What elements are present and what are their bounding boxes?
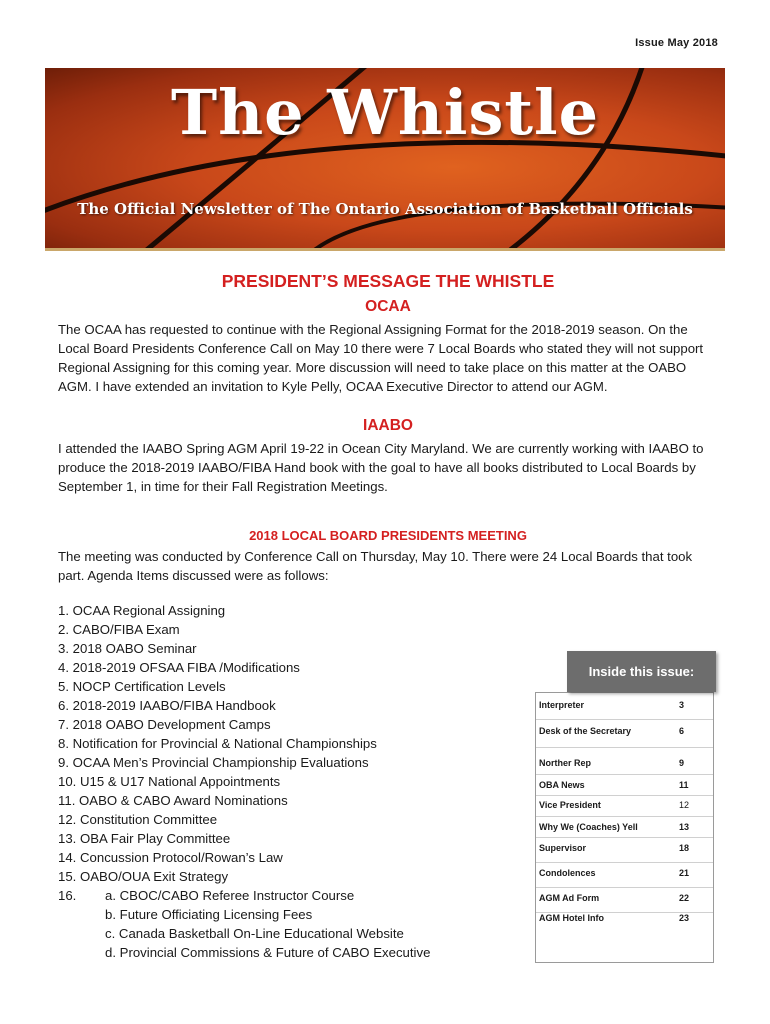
toc-title: Supervisor bbox=[539, 843, 587, 853]
toc-title: Desk of the Secretary bbox=[539, 726, 632, 736]
agenda-subitem: b. Future Officiating Licensing Fees bbox=[105, 907, 313, 922]
agenda-item: 7. 2018 OABO Development Camps bbox=[58, 717, 271, 732]
newsletter-title: The Whistle bbox=[170, 76, 600, 149]
agenda-item: 15. OABO/OUA Exit Strategy bbox=[58, 869, 229, 884]
sidebar-heading: Inside this issue: bbox=[567, 651, 716, 692]
toc-row bbox=[536, 863, 713, 888]
agenda-item: 3. 2018 OABO Seminar bbox=[58, 641, 197, 656]
toc-row bbox=[536, 720, 713, 748]
table-of-contents bbox=[535, 692, 714, 963]
toc-title: Norther Rep bbox=[539, 758, 592, 768]
agenda-item: 9. OCAA Men’s Provincial Championship Evaluations bbox=[58, 755, 369, 770]
ocaa-heading: OCAA bbox=[365, 298, 411, 315]
newsletter-subtitle: The Official Newsletter of The Ontario Association of Basketball Officials bbox=[77, 200, 693, 218]
agenda-item: 1. OCAA Regional Assigning bbox=[58, 603, 226, 618]
toc-title: Why We (Coaches) Yell bbox=[539, 822, 638, 832]
toc-title: AGM Ad Form bbox=[539, 893, 600, 903]
toc-page: 23 bbox=[679, 913, 690, 923]
toc-title: Condolences bbox=[539, 868, 596, 878]
agenda-item: 12. Constitution Committee bbox=[58, 812, 218, 827]
masthead-banner bbox=[45, 68, 725, 251]
iaabo-heading: IAABO bbox=[363, 417, 413, 434]
agenda-item: 6. 2018-2019 IAABO/FIBA Handbook bbox=[58, 698, 276, 713]
meeting-paragraph: The meeting was conducted by Conference Call on Thursday, May 10. There were 24 Local Boards that took part. Agenda Items discussed were as follows: bbox=[58, 549, 693, 583]
agenda-item: 14. Concussion Protocol/Rowan’s Law bbox=[58, 850, 283, 865]
toc-page: 3 bbox=[679, 700, 685, 710]
toc-row bbox=[536, 775, 713, 796]
toc-page: 22 bbox=[679, 893, 690, 903]
agenda-item: 8. Notification for Provincial & National Championships bbox=[58, 736, 377, 751]
toc-page: 12 bbox=[679, 800, 690, 810]
toc-row bbox=[536, 913, 713, 935]
agenda-subitems bbox=[58, 886, 430, 962]
agenda-subitem: d. Provincial Commissions & Future of CABO Executive bbox=[105, 945, 431, 960]
toc-row bbox=[536, 796, 713, 817]
toc-row bbox=[536, 817, 713, 838]
agenda-item-16: 16. a. CBOC/CABO Referee Instructor Course b. Future Officiating Licensing Fees c. Canada Basketball On-Line Educational Website d. Provincial Commissions & Future of CABO Executive bbox=[58, 888, 431, 960]
iaabo-paragraph: I attended the IAABO Spring AGM April 19-22 in Ocean City Maryland. We are currently working with IAABO to produce the 2018-2019 IAABO/FIBA Hand book with the goal to have all books distributed to Local Boards by September 1, in time for their Fall Registration Meetings. bbox=[58, 441, 704, 494]
toc-title: Vice President bbox=[539, 800, 601, 810]
toc-row bbox=[536, 693, 713, 720]
agenda-item: 11. OABO & CABO Award Nominations bbox=[58, 793, 288, 808]
ocaa-paragraph: The OCAA has requested to continue with the Regional Assigning Format for the 2018-2019 season. On the Local Board Presidents Conference Call on May 10 there were 7 Local Boards who stated they will not support Regional Assigning for this coming year. More discussion will need to take place on this matter at the OABO AGM. I have extended an invitation to Kyle Pelly, OCAA Executive Director to attend our AGM. bbox=[58, 322, 704, 394]
toc-page: 21 bbox=[679, 868, 690, 878]
page-title: PRESIDENT’S MESSAGE THE WHISTLE bbox=[221, 271, 555, 291]
toc-row bbox=[536, 748, 713, 775]
toc-page: 11 bbox=[679, 780, 689, 790]
agenda-item: 10. U15 & U17 National Appointments bbox=[58, 774, 281, 789]
meeting-heading: 2018 LOCAL BOARD PRESIDENTS MEETING bbox=[249, 528, 527, 543]
agenda-item: 5. NOCP Certification Levels bbox=[58, 679, 226, 694]
agenda-subitem: c. Canada Basketball On-Line Educational Website bbox=[105, 926, 404, 941]
agenda-list bbox=[58, 601, 528, 962]
toc-title: AGM Hotel Info bbox=[539, 913, 604, 923]
toc-row bbox=[536, 838, 713, 863]
toc-page: 18 bbox=[679, 843, 690, 853]
toc-page: 13 bbox=[679, 822, 690, 832]
agenda-subitem: a. CBOC/CABO Referee Instructor Course bbox=[105, 888, 355, 903]
agenda-item: 4. 2018-2019 OFSAA FIBA /Modifications bbox=[58, 660, 300, 675]
issue-label: Issue May 2018 bbox=[635, 37, 718, 49]
agenda-item: 2. CABO/FIBA Exam bbox=[58, 622, 180, 637]
toc-title: OBA News bbox=[539, 780, 585, 790]
toc-page: 9 bbox=[679, 758, 685, 768]
toc-row bbox=[536, 888, 713, 913]
toc-page: 6 bbox=[679, 726, 685, 736]
toc-title: Interpreter bbox=[539, 700, 585, 710]
agenda-item: 13. OBA Fair Play Committee bbox=[58, 831, 231, 846]
